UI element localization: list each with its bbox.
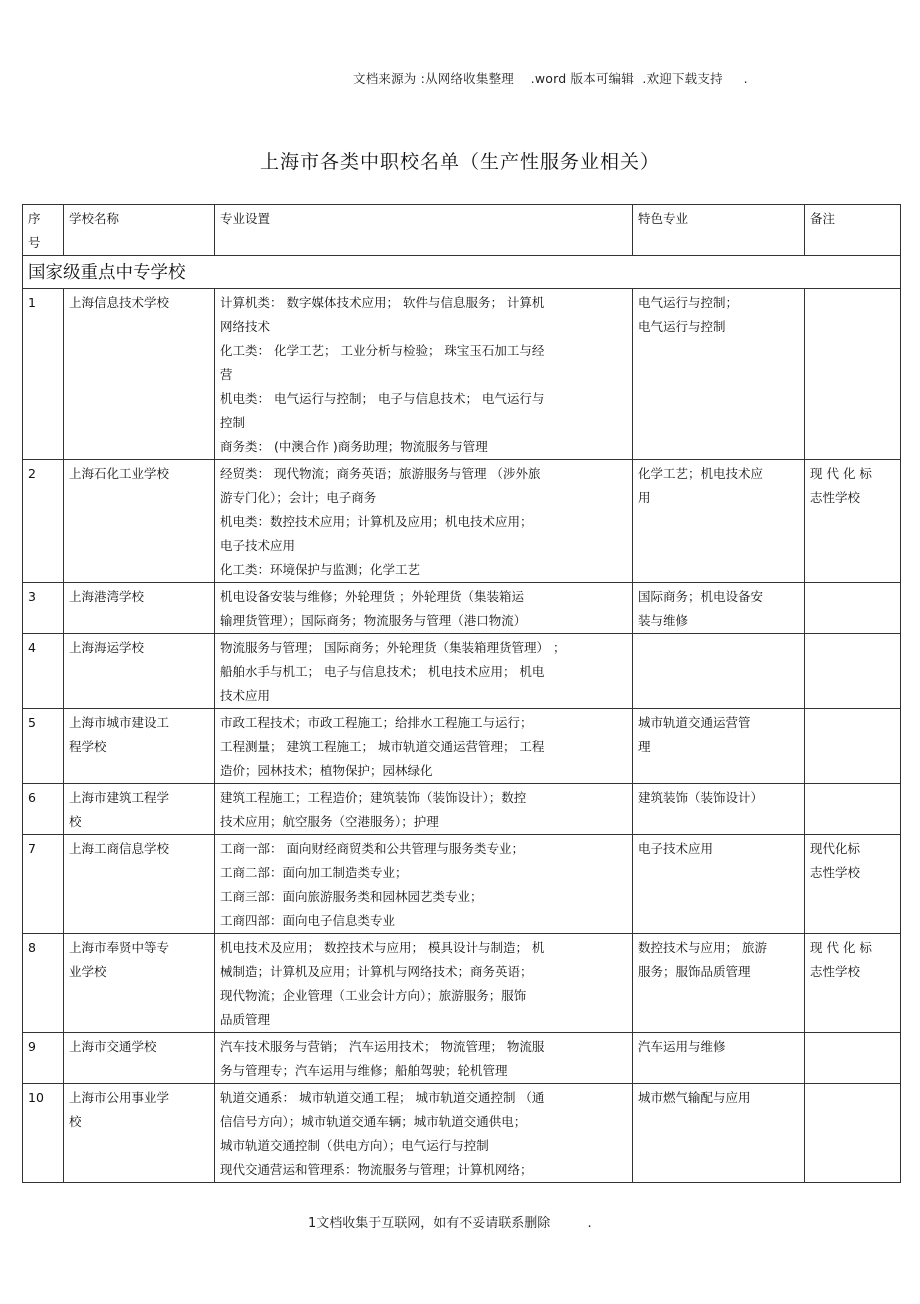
majors-cell-line: 工商四部：面向电子信息类专业 [220,913,396,928]
school-name [64,709,215,784]
majors-cell-line: 机电类： 电气运行与控制； 电子与信息技术； 电气运行与 [220,391,545,406]
school-name-line: 上海市奉贤中等专 [69,940,170,955]
school-name [64,784,215,835]
school-name [64,1033,215,1084]
featured-cell-line: 城市轨道交通运营管 [638,715,751,730]
featured-cell-line: 数控技术与应用； 旅游 [638,940,767,955]
school-name [64,934,215,1033]
majors-cell-line: 技术应用 [220,688,271,703]
source-note: 文档来源为 :从网络收集整理 .word 版本可编辑 .欢迎下载支持 . [353,71,748,86]
row-number: 8 [23,934,64,1033]
school-name-line: 业学校 [69,964,107,979]
featured-cell-line: 装与维修 [638,613,689,628]
majors-cell-line: 市政工程技术；市政工程施工；给排水工程施工与运行； [220,715,533,730]
featured-cell [633,289,805,460]
featured-cell-line: 用 [638,490,651,505]
table-row [23,934,901,1033]
majors-cell-line: 商务类： (中澳合作 )商务助理；物流服务与管理 [220,439,488,454]
remarks-cell-line: 志性学校 [810,490,861,505]
header-no [23,205,64,256]
featured-cell-line: 电气运行与控制 [638,319,726,334]
majors-cell [215,583,633,634]
featured-cell-line: 化学工艺；机电技术应 [638,466,764,481]
majors-cell [215,709,633,784]
remarks-cell [805,583,901,634]
row-number: 9 [23,1033,64,1084]
majors-cell-line: 输理货管理）；国际商务；物流服务与管理（港口物流） [220,613,527,628]
majors-cell-line: 营 [220,367,233,382]
section-row [23,256,901,289]
majors-cell [215,784,633,835]
majors-cell-line: 建筑工程施工；工程造价；建筑装饰（装饰设计）；数控 [220,790,527,805]
majors-cell-line: 化工类： 化学工艺； 工业分析与检验； 珠宝玉石加工与经 [220,343,545,358]
remarks-cell [805,289,901,460]
majors-cell-line: 务与管理专；汽车运用与维修；船舶驾驶；轮机管理 [220,1063,508,1078]
school-name [64,1084,215,1183]
header-no-line: 号 [28,235,41,250]
header-majors: 专业设置 [215,205,633,256]
majors-cell-line: 控制 [220,415,246,430]
row-number: 10 [23,1084,64,1183]
table-row [23,835,901,934]
school-name [64,460,215,583]
majors-cell-line: 技术应用；航空服务（空港服务）；护理 [220,814,439,829]
school-name-line: 上海市公用事业学 [69,1090,170,1105]
school-name [64,583,215,634]
featured-cell [633,709,805,784]
majors-cell-line: 船舶水手与机工； 电子与信息技术； 机电技术应用； 机电 [220,664,545,679]
featured-cell-line: 电子技术应用 [638,841,714,856]
page-footer: 1文档收集于互联网，如有不妥请联系删除 . [308,1216,592,1231]
header-remarks: 备注 [805,205,901,256]
majors-cell-line: 机电技术及应用； 数控技术与应用； 模具设计与制造； 机 [220,940,545,955]
header-no-line: 序 [28,211,41,226]
section-title: 国家级重点中专学校 [23,256,901,289]
school-name-line: 上海海运学校 [69,640,145,655]
featured-cell-line: 城市燃气输配与应用 [638,1090,751,1105]
remarks-cell [805,835,901,934]
remarks-cell [805,1084,901,1183]
majors-cell-line: 工程测量； 建筑工程施工； 城市轨道交通运营管理； 工程 [220,739,545,754]
school-table [22,204,901,1183]
remarks-cell [805,934,901,1033]
majors-cell-line: 信信号方向）；城市轨道交通车辆；城市轨道交通供电； [220,1114,527,1129]
table-row [23,1033,901,1084]
majors-cell [215,934,633,1033]
remarks-cell [805,460,901,583]
school-name [64,634,215,709]
majors-cell-line: 游专门化）；会计；电子商务 [220,490,377,505]
remarks-cell [805,784,901,835]
featured-cell-line: 理 [638,739,651,754]
page-title: 上海市各类中职校名单（生产性服务业相关） [259,151,660,173]
school-name-line: 校 [69,1114,82,1129]
majors-cell [215,835,633,934]
school-name-line: 上海港湾学校 [69,589,145,604]
featured-cell [633,634,805,709]
majors-cell-line: 机电类：数控技术应用；计算机及应用；机电技术应用； [220,514,533,529]
school-name-line: 上海信息技术学校 [69,295,170,310]
remarks-cell-line: 现代化标 [810,841,861,856]
featured-cell-line: 电气运行与控制； [638,295,739,310]
table-row [23,460,901,583]
row-number: 3 [23,583,64,634]
majors-cell-line: 城市轨道交通控制（供电方向）；电气运行与控制 [220,1138,489,1153]
remarks-cell-line: 现 代 化 标 [810,466,872,481]
school-name-line: 上海市建筑工程学 [69,790,170,805]
featured-cell [633,835,805,934]
row-number: 4 [23,634,64,709]
majors-cell-line: 现代交通营运和管理系：物流服务与管理；计算机网络； [220,1162,533,1177]
school-name-line: 上海石化工业学校 [69,466,170,481]
majors-cell [215,460,633,583]
featured-cell [633,1084,805,1183]
school-name [64,835,215,934]
table-row [23,784,901,835]
featured-cell-line: 国际商务；机电设备安 [638,589,764,604]
majors-cell [215,1033,633,1084]
majors-cell-line: 经贸类： 现代物流；商务英语；旅游服务与管理 （涉外旅 [220,466,541,481]
majors-cell-line: 计算机类： 数字媒体技术应用； 软件与信息服务； 计算机 [220,295,545,310]
table-row [23,289,901,460]
featured-cell-line: 建筑装饰（装饰设计） [638,790,764,805]
row-number: 5 [23,709,64,784]
header-school-name: 学校名称 [64,205,215,256]
remarks-cell [805,634,901,709]
school-name-line: 校 [69,814,82,829]
remarks-cell-line: 志性学校 [810,964,861,979]
majors-cell-line: 工商一部： 面向财经商贸类和公共管理与服务类专业； [220,841,524,856]
featured-cell-line: 汽车运用与维修 [638,1039,726,1054]
school-name-line: 程学校 [69,739,107,754]
majors-cell-line: 物流服务与管理； 国际商务；外轮理货（集装箱理货管理） ； [220,640,566,655]
featured-cell [633,583,805,634]
row-number: 7 [23,835,64,934]
majors-cell-line: 械制造；计算机及应用；计算机与网络技术；商务英语； [220,964,533,979]
school-name-line: 上海市交通学校 [69,1039,157,1054]
majors-cell [215,289,633,460]
table-body [23,256,901,1183]
majors-cell-line: 工商二部：面向加工制造类专业； [220,865,408,880]
row-number: 1 [23,289,64,460]
featured-cell [633,460,805,583]
remarks-cell [805,709,901,784]
majors-cell-line: 机电设备安装与维修；外轮理货 ；外轮理货（集装箱运 [220,589,524,604]
table-row [23,634,901,709]
row-number: 2 [23,460,64,583]
featured-cell [633,1033,805,1084]
school-name-line: 上海市城市建设工 [69,715,170,730]
remarks-cell-line: 志性学校 [810,865,861,880]
remarks-cell-line: 现 代 化 标 [810,940,872,955]
table-row [23,1084,901,1183]
majors-cell-line: 汽车技术服务与营销； 汽车运用技术； 物流管理； 物流服 [220,1039,545,1054]
featured-cell-line: 服务；服饰品质管理 [638,964,751,979]
majors-cell-line: 工商三部：面向旅游服务类和园林园艺类专业； [220,889,483,904]
majors-cell-line: 品质管理 [220,1012,271,1027]
table-row [23,583,901,634]
majors-cell-line: 网络技术 [220,319,271,334]
majors-cell-line: 现代物流；企业管理（工业会计方向）；旅游服务；服饰 [220,988,527,1003]
majors-cell-line: 化工类：环境保护与监测；化学工艺 [220,562,421,577]
table-row [23,709,901,784]
table-header-row [23,205,901,256]
majors-cell [215,634,633,709]
school-name-line: 上海工商信息学校 [69,841,170,856]
row-number: 6 [23,784,64,835]
header-featured: 特色专业 [633,205,805,256]
featured-cell [633,784,805,835]
featured-cell [633,934,805,1033]
majors-cell [215,1084,633,1183]
majors-cell-line: 造价；园林技术；植物保护；园林绿化 [220,763,433,778]
school-name [64,289,215,460]
majors-cell-line: 电子技术应用 [220,538,296,553]
remarks-cell [805,1033,901,1084]
majors-cell-line: 轨道交通系： 城市轨道交通工程； 城市轨道交通控制 （通 [220,1090,545,1105]
